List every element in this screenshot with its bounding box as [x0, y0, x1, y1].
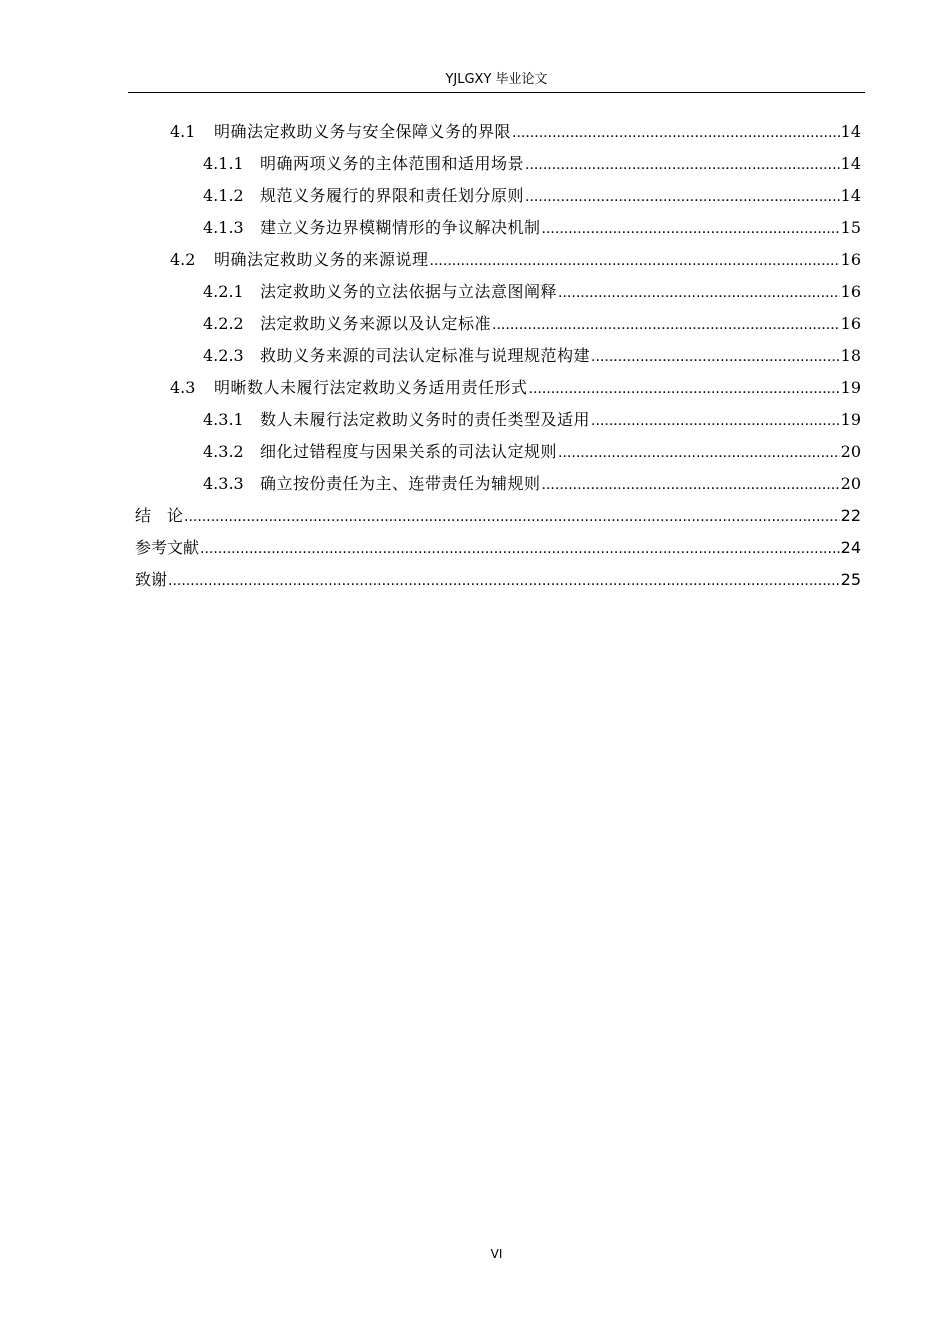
toc-entry-number: 4.2 [170, 250, 196, 269]
toc-entry-number: 4.1.1 [203, 154, 244, 173]
toc-entry-title: 确立按份责任为主、连带责任为辅规则 [260, 474, 541, 493]
toc-entry-4-3[interactable] [135, 372, 861, 404]
toc-entry-title: 救助义务来源的司法认定标准与说理规范构建 [260, 346, 591, 365]
toc-entry-number: 4.2.1 [203, 282, 244, 301]
toc-entry-page: 16 [840, 250, 861, 269]
toc-entry-number: 4.2.3 [203, 346, 244, 365]
toc-dot-leader [558, 277, 840, 309]
toc-entry-number: 4.1.2 [203, 186, 244, 205]
toc-entry-4-2[interactable] [135, 244, 861, 276]
toc-entry-4-3-2[interactable] [135, 436, 861, 468]
page-header: YJLGXY 毕业论文 [445, 72, 548, 87]
toc-entry-number: 4.1.3 [203, 218, 244, 237]
page-number: VI [490, 1247, 503, 1261]
toc-entry-page: 15 [840, 218, 861, 237]
toc-entry-title: 法定救助义务来源以及认定标准 [260, 314, 492, 333]
toc-entry-4-1-1[interactable] [135, 148, 861, 180]
toc-dot-leader [542, 213, 840, 245]
toc-entry-page: 20 [840, 442, 861, 461]
toc-entry-page: 19 [840, 410, 861, 429]
toc-entry-page: 20 [840, 474, 861, 493]
toc-entry-title: 参考文献 [135, 538, 200, 557]
toc-entry-page: 14 [840, 154, 861, 173]
toc-entry-title: 明晰数人未履行法定救助义务适用责任形式 [214, 378, 528, 397]
toc-entry-page: 18 [840, 346, 861, 365]
toc-entry-references[interactable] [135, 532, 861, 564]
toc-entry-title: 建立义务边界模糊情形的争议解决机制 [260, 218, 541, 237]
toc-entry-title: 致谢 [135, 570, 168, 589]
toc-dot-leader [542, 469, 840, 501]
toc-dot-leader [591, 405, 840, 437]
toc-entry-page: 22 [840, 506, 861, 525]
toc-entry-4-1-3[interactable] [135, 212, 861, 244]
toc-entry-number: 4.3.1 [203, 410, 244, 429]
toc-entry-page: 16 [840, 282, 861, 301]
toc-entry-title: 数人未履行法定救助义务时的责任类型及适用 [260, 410, 591, 429]
toc-entry-page: 25 [840, 570, 861, 589]
header-divider [128, 92, 865, 93]
toc-entry-number: 4.3.3 [203, 474, 244, 493]
toc-entry-4-3-1[interactable] [135, 404, 861, 436]
toc-dot-leader [529, 373, 840, 405]
toc-entry-title: 法定救助义务的立法依据与立法意图阐释 [260, 282, 558, 301]
toc-dot-leader [512, 117, 840, 149]
toc-dot-leader [558, 437, 840, 469]
toc-entry-4-1-2[interactable] [135, 180, 861, 212]
toc-entry-title: 明确法定救助义务与安全保障义务的界限 [214, 122, 512, 141]
toc-dot-leader [525, 149, 840, 181]
toc-dot-leader [525, 181, 840, 213]
toc-entry-4-1[interactable] [135, 116, 861, 148]
toc-entry-4-2-2[interactable] [135, 308, 861, 340]
toc-dot-leader [492, 309, 840, 341]
toc-entry-title: 明确两项义务的主体范围和适用场景 [260, 154, 525, 173]
toc-entry-title: 结 论 [135, 506, 184, 525]
toc-entry-number: 4.3.2 [203, 442, 244, 461]
toc-entry-page: 14 [840, 122, 861, 141]
toc-entry-number: 4.3 [170, 378, 196, 397]
toc-entry-page: 24 [840, 538, 861, 557]
toc-entry-conclusion[interactable] [135, 500, 861, 532]
toc-entry-page: 19 [840, 378, 861, 397]
toc-entry-number: 4.1 [170, 122, 196, 141]
toc-entry-title: 规范义务履行的界限和责任划分原则 [260, 186, 525, 205]
toc-entry-title: 细化过错程度与因果关系的司法认定规则 [260, 442, 558, 461]
toc-entry-page: 14 [840, 186, 861, 205]
toc-dot-leader [430, 245, 840, 277]
toc-entry-4-2-3[interactable] [135, 340, 861, 372]
toc-dot-leader [168, 565, 840, 597]
toc-entry-number: 4.2.2 [203, 314, 244, 333]
toc-dot-leader [200, 533, 840, 565]
toc-dot-leader [184, 501, 840, 533]
toc-dot-leader [591, 341, 840, 373]
toc-entry-4-3-3[interactable] [135, 468, 861, 500]
toc-entry-acknowledgements[interactable] [135, 564, 861, 596]
table-of-contents [135, 116, 861, 596]
toc-entry-4-2-1[interactable] [135, 276, 861, 308]
toc-entry-page: 16 [840, 314, 861, 333]
toc-entry-title: 明确法定救助义务的来源说理 [214, 250, 429, 269]
